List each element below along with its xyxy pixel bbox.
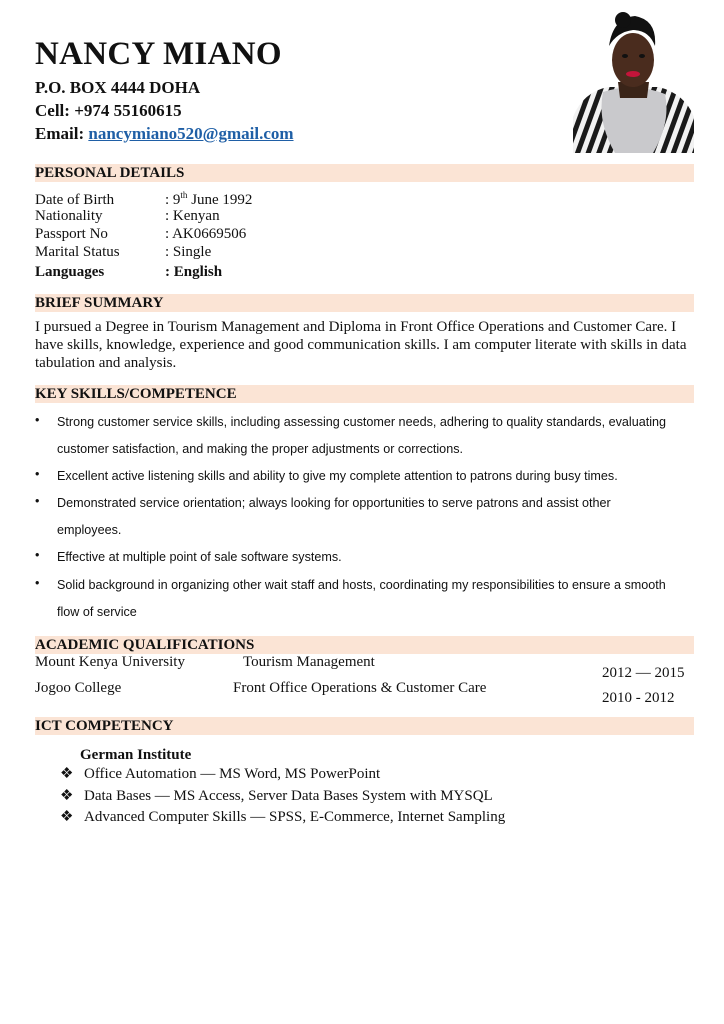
profile-photo — [573, 12, 694, 153]
bullet-marker: • — [35, 494, 40, 508]
nationality-value: : Kenyan — [165, 208, 220, 224]
ict-item — [60, 764, 380, 783]
section-ict: ICT COMPETENCY — [35, 717, 694, 735]
marital-label: Marital Status — [35, 244, 120, 260]
postal-address: P.O. BOX 4444 DOHA — [35, 78, 201, 97]
marital-value: : Single — [165, 244, 212, 260]
section-personal-details: PERSONAL DETAILS — [35, 164, 694, 182]
section-brief-summary: BRIEF SUMMARY — [35, 294, 694, 312]
dob-suffix: th — [180, 190, 188, 200]
academic-years: 2012 — 2015 — [602, 665, 685, 681]
email-link[interactable]: nancymiano520@gmail.com — [88, 124, 294, 143]
passport-row — [35, 226, 246, 243]
passport-value: : AK0669506 — [165, 226, 247, 242]
ict-item-text: Advanced Computer Skills — SPSS, E-Commerce, Internet Sampling — [84, 809, 506, 825]
academic-years: 2010 - 2012 — [602, 690, 675, 706]
ict-item-text: Data Bases — MS Access, Server Data Bases System with MYSQL — [84, 788, 493, 804]
skill-text: Strong customer service skills, including assessing customer needs, adhering to quality standards, evaluating customer satisfaction, and making the proper adjustments or corrections. — [57, 415, 667, 456]
passport-label: Passport No — [35, 226, 108, 242]
academic-course: Front Office Operations & Customer Care — [233, 680, 487, 696]
diamond-bullet-icon: ❖ — [60, 788, 74, 804]
skill-text: Excellent active listening skills and ability to give my complete attention to patrons during busy times. — [57, 469, 618, 483]
ict-item — [60, 786, 493, 805]
email-label: Email: — [35, 124, 85, 143]
dob-rest: June 1992 — [187, 192, 253, 208]
bullet-marker: • — [35, 467, 40, 481]
academic-course: Tourism Management — [243, 654, 375, 670]
bullet-marker: • — [35, 548, 40, 562]
ict-item-text: Office Automation — MS Word, MS PowerPoint — [84, 766, 381, 782]
languages-value: : English — [165, 264, 223, 280]
diamond-bullet-icon: ❖ — [60, 809, 74, 825]
cell-line — [35, 101, 182, 121]
section-academic: ACADEMIC QUALIFICATIONS — [35, 636, 694, 654]
dob-row — [35, 190, 252, 209]
summary-text: I pursued a Degree in Tourism Management and Diploma in Front Office Operations and Customer Care. I have skills, knowledge, experience and good communication skills. I am computer literate with skills in data tabulation and analysis. — [35, 319, 687, 371]
ict-item — [60, 807, 505, 826]
academic-institution: Jogoo College — [35, 680, 122, 696]
skill-text: Solid background in organizing other wait staff and hosts, coordinating my responsibilities to ensure a smooth flow of service — [57, 578, 666, 619]
email-line — [35, 124, 294, 144]
bullet-marker: • — [35, 413, 40, 427]
marital-row — [35, 244, 211, 261]
bullet-marker: • — [35, 576, 40, 590]
academic-institution: Mount Kenya University — [35, 654, 185, 670]
dob-label: Date of Birth — [35, 192, 115, 208]
ict-institute: German Institute — [80, 747, 192, 763]
diamond-bullet-icon: ❖ — [60, 766, 74, 782]
skill-text: Effective at multiple point of sale software systems. — [57, 550, 342, 564]
dob-day: : 9 — [165, 192, 181, 208]
skill-text: Demonstrated service orientation; always looking for opportunities to serve patrons and assist other employees. — [57, 496, 611, 537]
candidate-name: NANCY MIANO — [35, 36, 282, 72]
cell-number: +974 55160615 — [74, 101, 182, 120]
languages-label: Languages — [35, 264, 105, 280]
nationality-row — [35, 208, 220, 225]
languages-row — [35, 264, 222, 281]
section-key-skills: KEY SKILLS/COMPETENCE — [35, 385, 694, 403]
cell-label: Cell: — [35, 101, 70, 120]
nationality-label: Nationality — [35, 208, 103, 224]
